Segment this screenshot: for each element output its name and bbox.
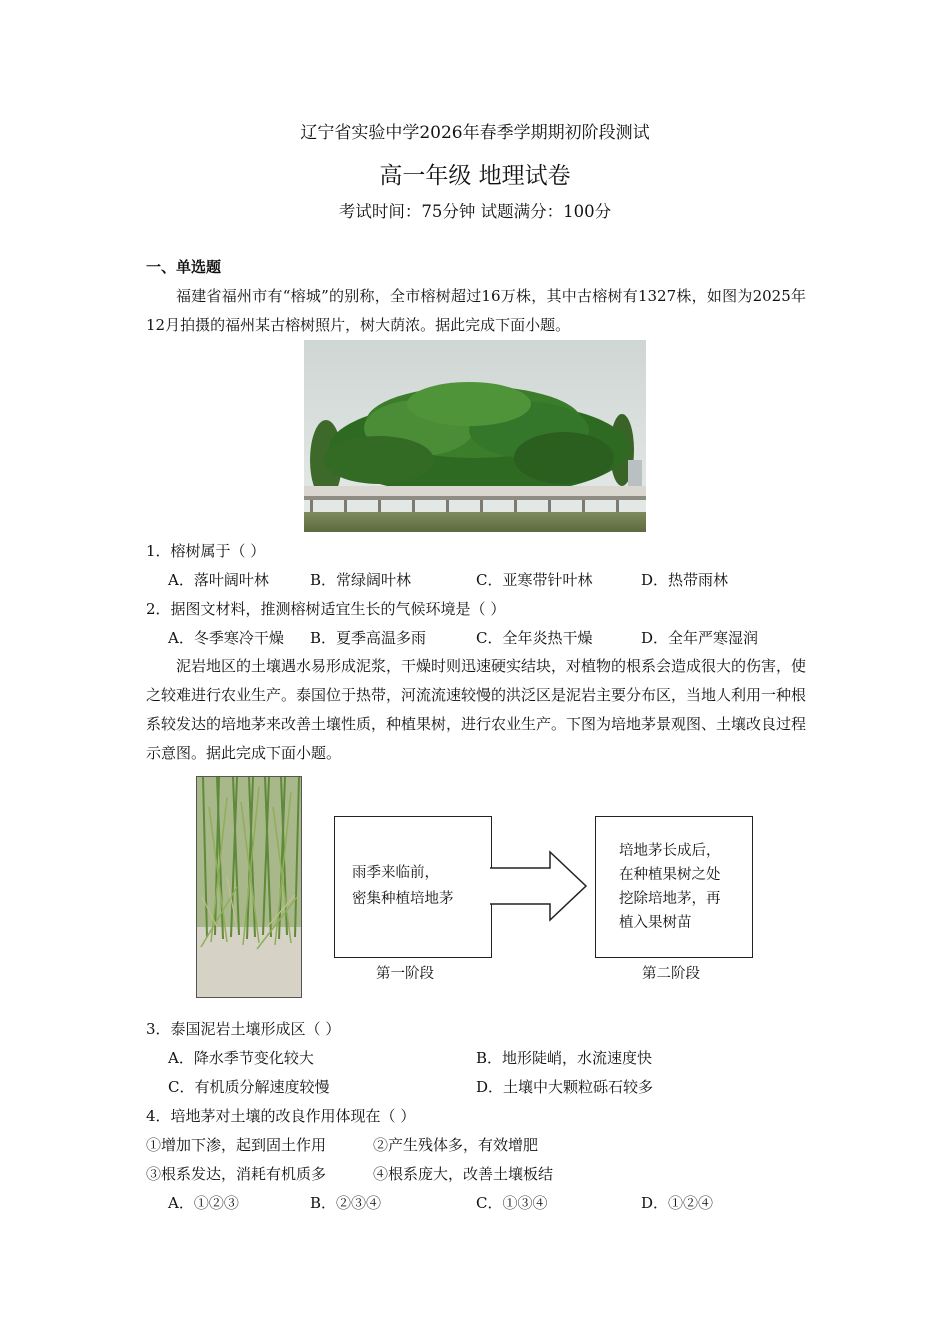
q4-statement-2: ②产生残体多，有效增肥 — [373, 1136, 539, 1154]
q4-option-d[interactable]: D．①②④ — [641, 1194, 714, 1212]
q1-option-a[interactable]: A．落叶阔叶林 — [168, 571, 269, 589]
q2-option-c[interactable]: C．全年炎热干燥 — [476, 629, 593, 647]
stage2-label: 第二阶段 — [642, 966, 700, 982]
passage-2: 泥岩地区的土壤遇水易形成泥浆，干燥时则迅速硬实结块，对植物的根系会造成很大的伤害，使之较难进行农业生产。泰国位于热带，河流流速较慢的洪泛区是泥岩主要分布区，当地人利用一种根系较发达的培地茅来改善土壤性质，种植果树，进行农业生产。下图为培地茅景观图、土壤改良过程示意图。据此完成下面小题。 — [146, 657, 807, 762]
q3-stem: 3．泰国泥岩土壤形成区（ ） — [146, 1020, 341, 1038]
q2-option-b[interactable]: B．夏季高温多雨 — [310, 629, 427, 647]
q3-option-d[interactable]: D．土壤中大颗粒砾石较多 — [476, 1078, 654, 1096]
q4-statement-1: ①增加下渗，起到固土作用 — [146, 1136, 327, 1154]
stage1-line-1: 雨季来临前， — [352, 865, 439, 881]
q3-option-b[interactable]: B．地形陡峭，水流速度快 — [476, 1049, 653, 1067]
banyan-tree-photo — [304, 340, 646, 532]
q2-stem: 2．据图文材料，推测榕树适宜生长的气候环境是（ ） — [146, 600, 506, 618]
q1-option-b[interactable]: B．常绿阔叶林 — [310, 571, 412, 589]
stage2-line-4: 植入果树苗 — [619, 915, 692, 931]
passage-1: 福建省福州市有“榕城”的别称，全市榕树超过16万株，其中古榕树有1327株，如图为2025年12月拍摄的福州某古榕树照片，树大荫浓。据此完成下面小题。 — [146, 287, 806, 334]
stage2-line-1: 培地茅长成后， — [619, 843, 721, 859]
stage1-label: 第一阶段 — [376, 966, 434, 982]
vetiver-grass-photo — [196, 776, 302, 998]
arrow-right-icon — [490, 850, 590, 922]
page-title: 高一年级 地理试卷 — [379, 163, 571, 189]
q1-option-c[interactable]: C．亚寒带针叶林 — [476, 571, 593, 589]
stage2-line-3: 挖除培地茅，再 — [619, 891, 721, 907]
exam-info: 考试时间：75分钟 试题满分：100分 — [338, 202, 612, 221]
q4-option-b[interactable]: B．②③④ — [310, 1194, 382, 1212]
q3-option-a[interactable]: A．降水季节变化较大 — [168, 1049, 314, 1067]
q4-statement-4: ④根系庞大，改善土壤板结 — [373, 1165, 554, 1183]
q4-stem: 4．培地茅对土壤的改良作用体现在（ ） — [146, 1107, 416, 1125]
q4-option-a[interactable]: A．①②③ — [168, 1194, 239, 1212]
q1-stem: 1．榕树属于（ ） — [146, 542, 266, 560]
q3-option-c[interactable]: C．有机质分解速度较慢 — [168, 1078, 330, 1096]
q4-option-c[interactable]: C．①③④ — [476, 1194, 548, 1212]
q2-option-d[interactable]: D．全年严寒湿润 — [641, 629, 759, 647]
stage1-line-2: 密集种植培地茅 — [352, 891, 454, 907]
q1-option-d[interactable]: D．热带雨林 — [641, 571, 729, 589]
section-heading: 一、单选题 — [146, 258, 222, 276]
q4-statement-3: ③根系发达，消耗有机质多 — [146, 1165, 327, 1183]
school-line: 辽宁省实验中学2026年春季学期期初阶段测试 — [300, 123, 650, 143]
stage2-line-2: 在种植果树之处 — [619, 867, 721, 883]
q2-option-a[interactable]: A．冬季寒冷干燥 — [168, 629, 284, 647]
